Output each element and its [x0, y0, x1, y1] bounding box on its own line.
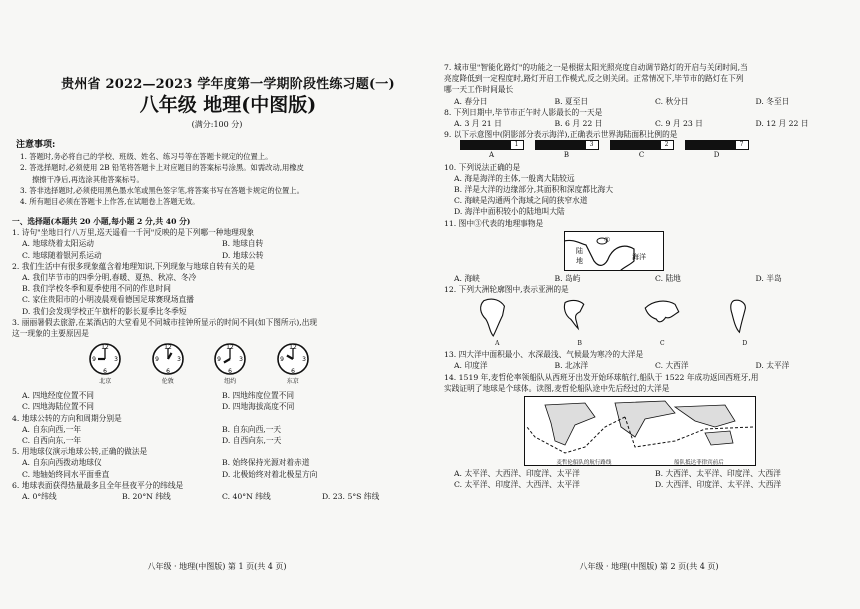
landmass	[545, 403, 595, 445]
option-row	[444, 118, 856, 129]
question-stem-cont: 哪一天工作时间最长	[444, 85, 514, 95]
question-stem: 13. 四大洋中面积最小、水深最浅、气候最为寒冷的大洋是	[444, 350, 644, 360]
option: B. 6 月 22 日	[554, 119, 603, 129]
option: C. 自西向东,一年	[22, 436, 82, 446]
option: C. 秋分日	[655, 96, 689, 106]
option: A. 3 月 21 日	[454, 119, 502, 129]
svg-text:9: 9	[154, 356, 159, 364]
question-stem: 9. 以下示意图中(阴影部分表示海洋),正确表示世界海陆面积比例的是	[444, 130, 678, 140]
ratio-bar	[535, 140, 599, 150]
option: B. 四地纬度位置不同	[222, 391, 295, 401]
ratio-option	[460, 140, 524, 161]
svg-text:12: 12	[101, 344, 110, 352]
option-row	[12, 250, 422, 261]
ratio-bar	[610, 140, 674, 150]
option-row	[12, 424, 422, 435]
continent-outline-icon	[475, 295, 519, 338]
option: C. 地轴始终同水平面垂直	[22, 469, 110, 479]
note-item: 3. 答非选择题时,必须使用黑色墨水笔或黑色签字笔,将答案书写在答题卡规定的位置上。	[20, 185, 304, 195]
option: B. 岛屿	[554, 273, 581, 283]
exam-title: 贵州省 2022—2023 学年度第一学期阶段性练习题(一)	[61, 77, 395, 92]
question-stem: 7. 城市里"智能化路灯"的功能之一是根据太阳光照亮度自动调节路灯的开启与关闭时间,当	[444, 63, 748, 72]
note-item: 擦擦干净后,再选涂其他答案标号。	[32, 174, 144, 184]
question-stem: 12. 下列大洲轮廓图中,表示亚洲的是	[444, 285, 569, 295]
option: B. 20°N 纬线	[122, 492, 171, 502]
svg-text:3: 3	[176, 356, 181, 364]
option: D. 12 月 22 日	[755, 119, 809, 129]
svg-text:9: 9	[279, 356, 284, 364]
option: B. 地球自转	[222, 239, 264, 249]
city-clock	[213, 342, 247, 390]
continent-option	[558, 295, 602, 349]
city-clock	[88, 342, 122, 390]
question-stem: 1. 诗句"坐地日行八万里,巡天遥看一千河"反映的是下列哪一种地理现象	[12, 228, 255, 238]
continent-outlines	[456, 295, 786, 349]
ocean-fill	[461, 141, 510, 149]
option-row	[12, 469, 422, 480]
ratio-bar	[685, 140, 749, 150]
option-letter: C	[638, 151, 645, 160]
option: C. 四地海陆位置不同	[22, 402, 94, 412]
option: A. 太平洋、大西洋、印度洋、太平洋	[454, 469, 580, 479]
notes-list	[20, 151, 416, 207]
option-letter: A	[495, 340, 500, 348]
question-stem-cont: 实践证明了地球是个球体。读图,麦哲伦船队途中先后经过的大洋是	[444, 383, 670, 393]
question-stem-cont: 这一现象的主要原因是	[12, 329, 89, 339]
option: D. 我们会发现学校正午旗杆的影长夏季比冬季短	[22, 306, 187, 316]
city-label: 伦敦	[161, 378, 174, 386]
svg-text:9: 9	[92, 356, 97, 364]
continent-option	[723, 295, 767, 349]
ratio-number: 3	[585, 141, 598, 149]
city-label: 纽约	[224, 378, 237, 386]
continent-outline-icon	[640, 295, 684, 338]
map-label: 陆	[576, 246, 583, 255]
landmass	[705, 431, 733, 445]
ocean-fill	[611, 141, 660, 149]
option-letter: B	[577, 340, 582, 348]
map-legend	[525, 458, 755, 469]
option-row	[444, 273, 856, 284]
option: B. 始终保持光源对着赤道	[222, 458, 310, 468]
option-row	[444, 468, 856, 479]
option: A. 海峡	[454, 273, 480, 283]
option-row	[12, 401, 422, 412]
score-line: (满分:100 分)	[191, 120, 243, 129]
option: D. 北极始终对着北极星方向	[222, 469, 318, 479]
option: D. 23. 5°S 纬线	[322, 492, 380, 502]
option-row	[12, 390, 422, 401]
option-letter: D	[713, 151, 720, 160]
svg-text:6: 6	[228, 368, 233, 376]
option-row	[12, 238, 422, 249]
option: B. 大西洋、太平洋、印度洋、大西洋	[655, 469, 781, 479]
svg-text:6: 6	[165, 368, 170, 376]
option: C. 海峡是沟通两个海域之间的狭窄水道	[454, 196, 588, 206]
option: C. 40°N 纬线	[222, 492, 271, 502]
note-item: 1. 答题时,务必将自己的学校、班级、姓名、练习号等在答题卡规定的位置上。	[20, 152, 273, 161]
magellan-route-map	[524, 396, 756, 466]
clock-row	[74, 342, 324, 390]
section-heading: 一、选择题(本题共 20 小题,每小题 2 分,共 40 分)	[12, 217, 191, 226]
question-stem: 3. 丽丽暑假去旅游,在某酒店的大堂看见不同城市挂钟所显示的时间不同(如下图所示),出现	[12, 317, 318, 327]
page-right	[440, 0, 858, 609]
option: C. 大西洋	[655, 361, 689, 371]
svg-text:6: 6	[290, 368, 295, 376]
city-clock	[151, 342, 185, 390]
city-label: 东京	[286, 378, 299, 386]
ocean-fill	[686, 141, 735, 149]
ratio-option	[685, 140, 749, 161]
option: A. 印度洋	[454, 361, 488, 371]
ratio-number: 2	[660, 141, 673, 149]
option: B. 夏至日	[554, 96, 589, 106]
question-stem: 14. 1519 年,麦哲伦率领船队从西班牙出发开始环球航行,船队于 1522 年成功返回西班牙,用	[444, 372, 759, 382]
notes-heading: 注意事项:	[16, 140, 56, 150]
option: D. 冬至日	[755, 96, 790, 106]
option: A. 四地经度位置不同	[22, 391, 94, 401]
ratio-bar	[460, 140, 524, 150]
map-figure	[564, 231, 664, 271]
option: C. 太平洋、印度洋、大西洋、太平洋	[454, 480, 580, 490]
question-stem: 2. 我们生活中有很多现象蕴含着地理知识,下列现象与地球自转有关的是	[12, 261, 255, 271]
land-sea-map	[564, 231, 664, 271]
ocean-fill	[536, 141, 585, 149]
option: C. 9 月 23 日	[655, 119, 703, 129]
city-clock	[276, 342, 310, 390]
question-stem: 11. 图中③代表的地理事物是	[444, 218, 544, 228]
option: B. 自东向西,一天	[222, 424, 282, 434]
option: D. 半岛	[755, 273, 782, 283]
question-stem: 6. 地球表面获得热量最多且全年昼夜平分的纬线是	[12, 480, 184, 490]
option: D. 大西洋、印度洋、太平洋、大西洋	[655, 480, 782, 490]
clock-icon	[276, 342, 310, 376]
city-label: 北京	[99, 378, 112, 386]
option: C. 陆地	[655, 273, 681, 283]
option-letter: A	[488, 151, 495, 160]
ratio-bars	[454, 140, 754, 161]
option-row	[444, 360, 856, 371]
option-letter: B	[563, 151, 570, 160]
right-question-block	[444, 62, 856, 490]
svg-text:12: 12	[163, 344, 172, 352]
page-footer-right: 八年级 · 地理(中图版) 第 2 页(共 4 页)	[579, 562, 719, 571]
option: B. 洋是大洋的边缘部分,其面积和深度都比海大	[454, 185, 614, 195]
option-letter: D	[742, 340, 748, 348]
ratio-option	[535, 140, 599, 161]
question-stem: 10. 下列说法正确的是	[444, 162, 521, 172]
question-stem-cont: 亮度降低到一定程度时,路灯开启工作模式,反之则关闭。正常情况下,毕节市的路灯在下列	[444, 74, 744, 84]
option: A. 春分日	[454, 96, 488, 106]
note-item: 4. 所有题目必须在答题卡上作答,在试题卷上答题无效。	[20, 197, 200, 207]
map-label: 地	[576, 256, 583, 265]
option: D. 自西向东,一天	[222, 436, 282, 446]
option: A. 地球绕着太阳运动	[22, 239, 94, 249]
option-row	[12, 435, 422, 446]
clock-icon	[88, 342, 122, 376]
svg-text:6: 6	[103, 368, 108, 376]
svg-text:9: 9	[217, 356, 222, 364]
continent-outline-icon	[723, 295, 767, 338]
option-row	[12, 457, 422, 468]
continent-option	[640, 295, 684, 349]
svg-text:3: 3	[114, 356, 119, 364]
map-label: 海洋	[632, 252, 646, 261]
option-letter: C	[659, 340, 665, 348]
svg-text:12: 12	[226, 344, 235, 352]
option: A. 自东向西拨动地球仪	[22, 458, 102, 468]
option-row	[444, 96, 856, 107]
legend-entry: 船队抵达菲律宾前后	[674, 460, 724, 467]
map-label: ①	[604, 235, 611, 244]
option-row	[444, 479, 856, 490]
option: D. 太平洋	[755, 361, 790, 371]
ratio-number: 1	[510, 141, 523, 149]
landmass	[675, 405, 735, 427]
option: C. 地球随着银河系运动	[22, 250, 102, 260]
exam-subtitle: 八年级 地理(中图版)	[139, 94, 317, 116]
continent-outline-icon	[558, 295, 602, 338]
left-question-block	[12, 216, 422, 502]
ratio-option	[610, 140, 674, 161]
option: B. 北冰洋	[554, 361, 589, 371]
continent-option	[475, 295, 519, 349]
clock-icon	[213, 342, 247, 376]
option: D. 地球公转	[222, 250, 264, 260]
page-footer-left: 八年级 · 地理(中图版) 第 1 页(共 4 页)	[147, 562, 287, 571]
world-map	[525, 397, 755, 455]
option: A. 自东向西,一年	[22, 424, 82, 434]
question-stem: 4. 地球公转的方向和周期分别是	[12, 413, 122, 423]
legend-entry: 麦哲伦船队的航行路线	[556, 460, 612, 467]
clock-icon	[151, 342, 185, 376]
question-stem: 8. 下列日期中,毕节市正午时人影最长的一天是	[444, 107, 603, 117]
option: C. 家住贵阳市的小明凌晨观看德国足球赛现场直播	[22, 295, 194, 305]
svg-text:3: 3	[239, 356, 244, 364]
option: D. 海洋中面积较小的陆地叫大陆	[454, 207, 565, 217]
svg-text:12: 12	[288, 344, 297, 352]
option: D. 四地海拔高度不同	[222, 402, 295, 412]
option: A. 海是海洋的主体,一般离大陆较远	[454, 173, 575, 183]
question-stem: 5. 用地球仪演示地球公转,正确的做法是	[12, 447, 148, 457]
svg-text:3: 3	[301, 356, 306, 364]
landmass	[615, 401, 675, 437]
note-item: 2. 答选择题时,必须使用 2B 铅笔将答题卡上对应题目的答案标号涂黑。如需改动,用橡皮	[20, 163, 304, 173]
option: A. 我们毕节市的四季分明,春暖、夏热、秋凉、冬冷	[22, 273, 197, 283]
option: A. 0°纬线	[22, 492, 57, 502]
page-left	[8, 0, 426, 609]
ratio-number: 7	[735, 141, 748, 149]
option-row	[12, 491, 422, 502]
option: B. 我们学校冬季和夏季使用不同的作息时间	[22, 284, 171, 294]
